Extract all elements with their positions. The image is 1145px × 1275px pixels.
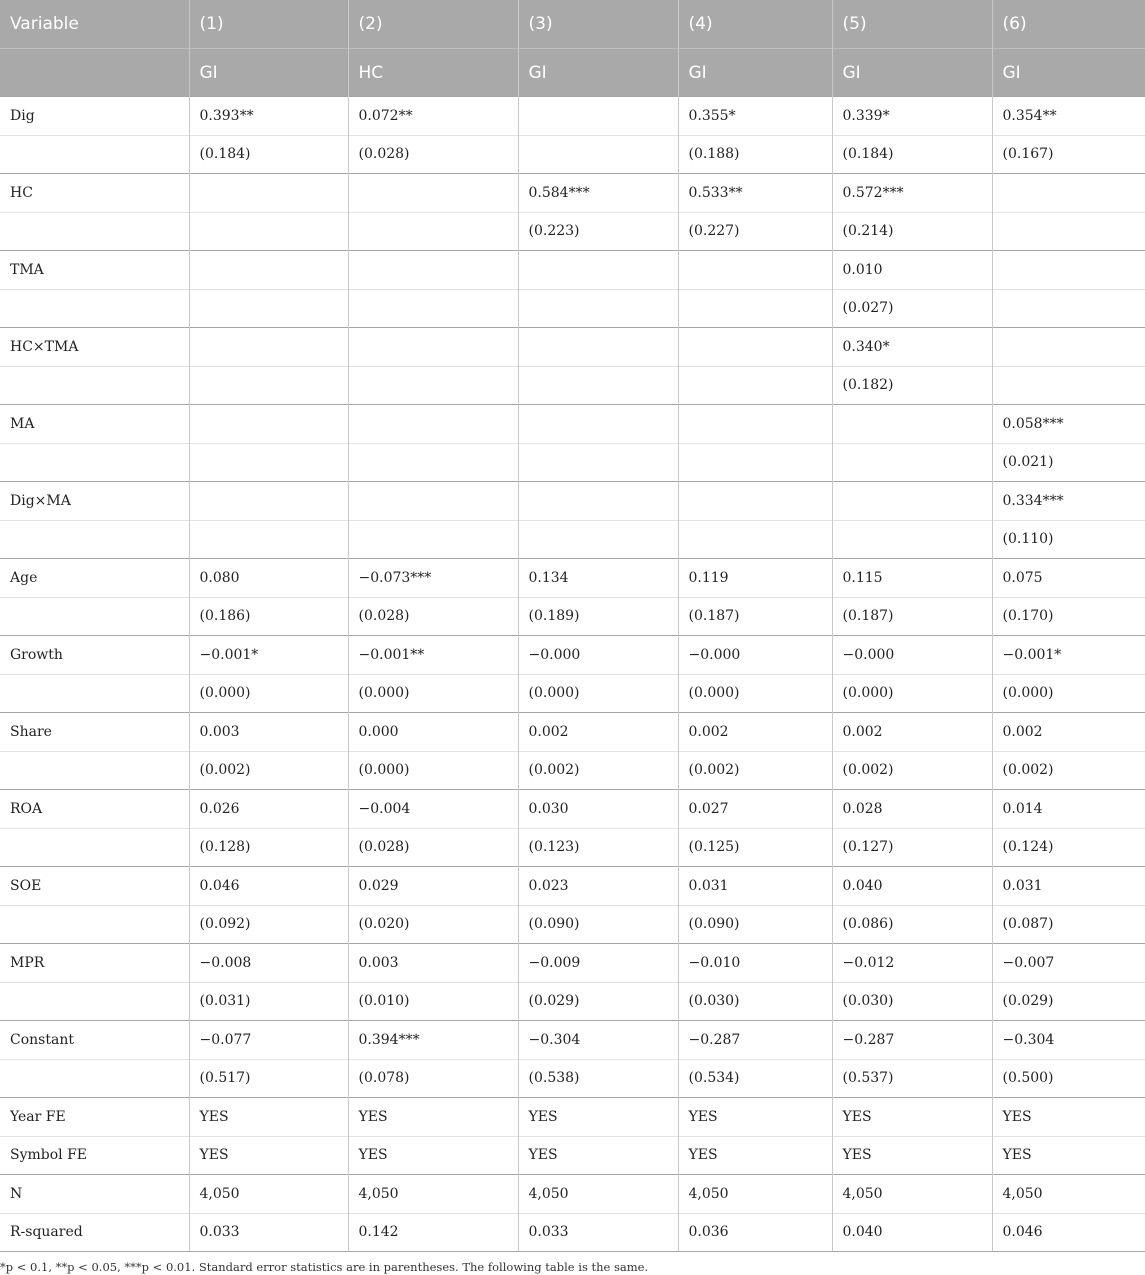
table-cell <box>348 482 518 521</box>
table-cell: YES <box>518 1136 678 1175</box>
table-cell: (0.167) <box>992 135 1145 174</box>
table-cell: (0.534) <box>678 1059 832 1098</box>
header-dv-5: GI <box>832 49 992 97</box>
table-cell: YES <box>189 1136 348 1175</box>
table-cell: (0.223) <box>518 212 678 251</box>
table-cell <box>832 443 992 482</box>
header-row-models <box>0 0 1145 49</box>
variable-label: SOE <box>0 867 189 906</box>
table-cell: (0.030) <box>832 982 992 1021</box>
table-cell: −0.010 <box>678 944 832 983</box>
header-model-4: (4) <box>678 0 832 49</box>
standard-error-row <box>0 443 1145 482</box>
header-model-2: (2) <box>348 0 518 49</box>
table-cell: −0.001* <box>992 636 1145 675</box>
table-cell: 0.031 <box>992 867 1145 906</box>
header-model-1: (1) <box>189 0 348 49</box>
table-cell <box>189 212 348 251</box>
table-cell: (0.002) <box>992 751 1145 790</box>
variable-label: MA <box>0 405 189 444</box>
table-cell <box>518 251 678 290</box>
table-cell <box>992 251 1145 290</box>
table-cell: (0.002) <box>518 751 678 790</box>
table-cell: (0.538) <box>518 1059 678 1098</box>
variable-label: MPR <box>0 944 189 983</box>
standard-error-row <box>0 366 1145 405</box>
table-cell <box>189 520 348 559</box>
table-cell: 0.030 <box>518 790 678 829</box>
table-cell: 0.046 <box>992 1213 1145 1252</box>
table-cell <box>518 366 678 405</box>
table-cell: −0.001* <box>189 636 348 675</box>
table-cell: −0.000 <box>518 636 678 675</box>
table-cell <box>518 328 678 367</box>
table-cell: 0.031 <box>678 867 832 906</box>
table-cell: 0.355* <box>678 97 832 136</box>
table-cell: 0.572*** <box>832 174 992 213</box>
table-cell: (0.227) <box>678 212 832 251</box>
table-cell: 0.354** <box>992 97 1145 136</box>
table-cell: (0.092) <box>189 905 348 944</box>
table-cell: (0.027) <box>832 289 992 328</box>
coefficient-row <box>0 944 1145 983</box>
table-cell: (0.500) <box>992 1059 1145 1098</box>
variable-label-blank <box>0 1059 189 1098</box>
standard-error-row <box>0 520 1145 559</box>
table-cell: (0.000) <box>992 674 1145 713</box>
variable-label-blank <box>0 289 189 328</box>
statistic-row <box>0 1175 1145 1214</box>
table-cell: (0.537) <box>832 1059 992 1098</box>
header-model-5: (5) <box>832 0 992 49</box>
table-cell: (0.031) <box>189 982 348 1021</box>
table-cell: (0.000) <box>518 674 678 713</box>
table-cell: YES <box>992 1098 1145 1137</box>
table-cell: 0.584*** <box>518 174 678 213</box>
table-cell: 4,050 <box>678 1175 832 1214</box>
table-cell: 0.002 <box>518 713 678 752</box>
header-model-3: (3) <box>518 0 678 49</box>
table-cell: (0.187) <box>832 597 992 636</box>
table-cell: −0.009 <box>518 944 678 983</box>
coefficient-row <box>0 559 1145 598</box>
table-cell: 0.115 <box>832 559 992 598</box>
table-cell <box>832 482 992 521</box>
variable-label: Growth <box>0 636 189 675</box>
fixed-effect-row <box>0 1098 1145 1137</box>
table-cell: 0.334*** <box>992 482 1145 521</box>
table-cell: −0.304 <box>518 1021 678 1060</box>
variable-label: Share <box>0 713 189 752</box>
table-cell: (0.110) <box>992 520 1145 559</box>
table-cell: 0.003 <box>189 713 348 752</box>
standard-error-row <box>0 905 1145 944</box>
table-cell: (0.030) <box>678 982 832 1021</box>
variable-label: Year FE <box>0 1098 189 1137</box>
table-cell: (0.090) <box>518 905 678 944</box>
table-cell: (0.128) <box>189 828 348 867</box>
table-cell: (0.090) <box>678 905 832 944</box>
table-cell: 4,050 <box>992 1175 1145 1214</box>
header-dv-1: GI <box>189 49 348 97</box>
table-cell: 0.002 <box>992 713 1145 752</box>
header-dv-6: GI <box>992 49 1145 97</box>
header-blank <box>0 49 189 97</box>
coefficient-row <box>0 867 1145 906</box>
table-cell: (0.028) <box>348 828 518 867</box>
table-cell <box>348 328 518 367</box>
table-cell: (0.000) <box>348 751 518 790</box>
table-cell: (0.078) <box>348 1059 518 1098</box>
table-cell: −0.000 <box>832 636 992 675</box>
table-cell: (0.000) <box>189 674 348 713</box>
table-cell: 4,050 <box>348 1175 518 1214</box>
table-cell: (0.184) <box>832 135 992 174</box>
table-cell: (0.002) <box>832 751 992 790</box>
table-cell <box>348 366 518 405</box>
table-cell <box>189 251 348 290</box>
table-cell: 0.040 <box>832 1213 992 1252</box>
table-cell: 4,050 <box>832 1175 992 1214</box>
table-footnote: *p < 0.1, **p < 0.05, ***p < 0.01. Standard error statistics are in parentheses. The following table is the same. <box>0 1260 649 1274</box>
standard-error-row <box>0 212 1145 251</box>
variable-label-blank <box>0 212 189 251</box>
table-cell: 0.026 <box>189 790 348 829</box>
table-cell <box>678 251 832 290</box>
variable-label-blank <box>0 982 189 1021</box>
standard-error-row <box>0 751 1145 790</box>
standard-error-row <box>0 135 1145 174</box>
table-cell: YES <box>678 1098 832 1137</box>
variable-label: Symbol FE <box>0 1136 189 1175</box>
fixed-effect-row <box>0 1136 1145 1175</box>
table-cell: −0.012 <box>832 944 992 983</box>
table-cell <box>189 289 348 328</box>
variable-label-blank <box>0 135 189 174</box>
header-row-dependent-vars <box>0 49 1145 97</box>
coefficient-row <box>0 636 1145 675</box>
table-cell: 0.000 <box>348 713 518 752</box>
table-cell: (0.517) <box>189 1059 348 1098</box>
statistic-row <box>0 1213 1145 1252</box>
coefficient-row <box>0 328 1145 367</box>
table-cell <box>992 212 1145 251</box>
variable-label: TMA <box>0 251 189 290</box>
variable-label: Constant <box>0 1021 189 1060</box>
table-cell: −0.004 <box>348 790 518 829</box>
table-cell: (0.087) <box>992 905 1145 944</box>
table-cell <box>678 289 832 328</box>
table-cell: 0.134 <box>518 559 678 598</box>
table-cell <box>678 482 832 521</box>
table-cell <box>348 212 518 251</box>
variable-label: Age <box>0 559 189 598</box>
table-cell: (0.000) <box>678 674 832 713</box>
table-cell <box>189 328 348 367</box>
table-cell: (0.002) <box>678 751 832 790</box>
table-cell: YES <box>832 1136 992 1175</box>
variable-label-blank <box>0 443 189 482</box>
variable-label: ROA <box>0 790 189 829</box>
coefficient-row <box>0 790 1145 829</box>
table-cell <box>678 443 832 482</box>
table-cell: 0.014 <box>992 790 1145 829</box>
coefficient-row <box>0 713 1145 752</box>
table-cell: 0.119 <box>678 559 832 598</box>
table-cell: 0.028 <box>832 790 992 829</box>
table-cell: 0.003 <box>348 944 518 983</box>
table-cell <box>832 405 992 444</box>
table-cell: (0.184) <box>189 135 348 174</box>
table-cell: −0.287 <box>678 1021 832 1060</box>
table-cell <box>678 520 832 559</box>
table-cell <box>348 443 518 482</box>
table-cell: (0.189) <box>518 597 678 636</box>
standard-error-row <box>0 674 1145 713</box>
table-cell <box>348 251 518 290</box>
table-cell <box>518 482 678 521</box>
table-cell <box>992 289 1145 328</box>
table-cell <box>189 366 348 405</box>
table-cell: (0.125) <box>678 828 832 867</box>
table-cell <box>518 97 678 136</box>
table-cell: 4,050 <box>518 1175 678 1214</box>
variable-label: HC <box>0 174 189 213</box>
standard-error-row <box>0 1059 1145 1098</box>
table-cell: (0.186) <box>189 597 348 636</box>
table-cell: −0.304 <box>992 1021 1145 1060</box>
table-cell: (0.000) <box>832 674 992 713</box>
variable-label-blank <box>0 828 189 867</box>
variable-label: R-squared <box>0 1213 189 1252</box>
table-cell: 0.340* <box>832 328 992 367</box>
table-cell <box>518 520 678 559</box>
table-cell: (0.170) <box>992 597 1145 636</box>
table-cell: (0.187) <box>678 597 832 636</box>
table-cell <box>348 289 518 328</box>
table-cell: (0.029) <box>992 982 1145 1021</box>
table-cell: (0.086) <box>832 905 992 944</box>
variable-label-blank <box>0 597 189 636</box>
table-cell <box>678 405 832 444</box>
table-cell: 0.036 <box>678 1213 832 1252</box>
table-cell <box>189 405 348 444</box>
table-cell <box>518 405 678 444</box>
table-cell: (0.188) <box>678 135 832 174</box>
table-cell: 0.072** <box>348 97 518 136</box>
coefficient-row <box>0 174 1145 213</box>
table-cell: (0.127) <box>832 828 992 867</box>
table-cell: (0.182) <box>832 366 992 405</box>
coefficient-row <box>0 97 1145 136</box>
table-cell: YES <box>678 1136 832 1175</box>
header-variable: Variable <box>0 0 189 49</box>
table-cell: 0.533** <box>678 174 832 213</box>
table-cell: 0.002 <box>678 713 832 752</box>
table-cell: 0.002 <box>832 713 992 752</box>
table-cell <box>189 482 348 521</box>
table-cell: (0.021) <box>992 443 1145 482</box>
table-cell: (0.029) <box>518 982 678 1021</box>
table-cell <box>832 520 992 559</box>
variable-label-blank <box>0 366 189 405</box>
table-cell: 0.339* <box>832 97 992 136</box>
table-cell <box>518 443 678 482</box>
table-cell <box>348 520 518 559</box>
table-cell: (0.028) <box>348 597 518 636</box>
table-cell: −0.077 <box>189 1021 348 1060</box>
table-cell: (0.002) <box>189 751 348 790</box>
table-cell <box>189 443 348 482</box>
variable-label-blank <box>0 905 189 944</box>
table-cell: YES <box>992 1136 1145 1175</box>
table-cell: −0.287 <box>832 1021 992 1060</box>
table-cell: YES <box>189 1098 348 1137</box>
table-cell: 0.058*** <box>992 405 1145 444</box>
table-cell: YES <box>832 1098 992 1137</box>
table-cell: (0.124) <box>992 828 1145 867</box>
table-cell: 0.010 <box>832 251 992 290</box>
table-cell: (0.000) <box>348 674 518 713</box>
table-cell: 0.023 <box>518 867 678 906</box>
table-cell: −0.007 <box>992 944 1145 983</box>
table-cell <box>348 174 518 213</box>
table-cell: 0.142 <box>348 1213 518 1252</box>
variable-label: N <box>0 1175 189 1214</box>
table-cell: 0.075 <box>992 559 1145 598</box>
standard-error-row <box>0 597 1145 636</box>
table-cell <box>678 328 832 367</box>
table-cell: 0.029 <box>348 867 518 906</box>
table-cell: −0.001** <box>348 636 518 675</box>
table-cell: (0.214) <box>832 212 992 251</box>
table-cell: 0.394*** <box>348 1021 518 1060</box>
table-cell: (0.010) <box>348 982 518 1021</box>
variable-label: Dig×MA <box>0 482 189 521</box>
coefficient-row <box>0 482 1145 521</box>
table-cell: 0.080 <box>189 559 348 598</box>
table-cell: (0.020) <box>348 905 518 944</box>
variable-label: Dig <box>0 97 189 136</box>
standard-error-row <box>0 289 1145 328</box>
header-dv-4: GI <box>678 49 832 97</box>
table-cell <box>992 328 1145 367</box>
table-cell: −0.008 <box>189 944 348 983</box>
table-cell: (0.028) <box>348 135 518 174</box>
variable-label: HC×TMA <box>0 328 189 367</box>
header-dv-3: GI <box>518 49 678 97</box>
coefficient-row <box>0 1021 1145 1060</box>
table-body <box>0 97 1145 1252</box>
table-cell: −0.000 <box>678 636 832 675</box>
table-cell <box>992 174 1145 213</box>
table-cell: 0.033 <box>518 1213 678 1252</box>
table-cell <box>992 366 1145 405</box>
coefficient-row <box>0 251 1145 290</box>
table-cell: 0.046 <box>189 867 348 906</box>
table-cell <box>348 405 518 444</box>
standard-error-row <box>0 982 1145 1021</box>
header-model-6: (6) <box>992 0 1145 49</box>
table-cell: YES <box>518 1098 678 1137</box>
table-cell: YES <box>348 1136 518 1175</box>
table-cell: 0.033 <box>189 1213 348 1252</box>
variable-label-blank <box>0 520 189 559</box>
table-cell: 0.393** <box>189 97 348 136</box>
table-cell <box>678 366 832 405</box>
variable-label-blank <box>0 674 189 713</box>
header-dv-2: HC <box>348 49 518 97</box>
table-cell <box>518 135 678 174</box>
table-cell: 0.027 <box>678 790 832 829</box>
table-cell: 4,050 <box>189 1175 348 1214</box>
coefficient-row <box>0 405 1145 444</box>
table-cell: (0.123) <box>518 828 678 867</box>
table-cell <box>189 174 348 213</box>
variable-label-blank <box>0 751 189 790</box>
table-cell: −0.073*** <box>348 559 518 598</box>
table-cell <box>518 289 678 328</box>
standard-error-row <box>0 828 1145 867</box>
table-cell: YES <box>348 1098 518 1137</box>
table-cell: 0.040 <box>832 867 992 906</box>
